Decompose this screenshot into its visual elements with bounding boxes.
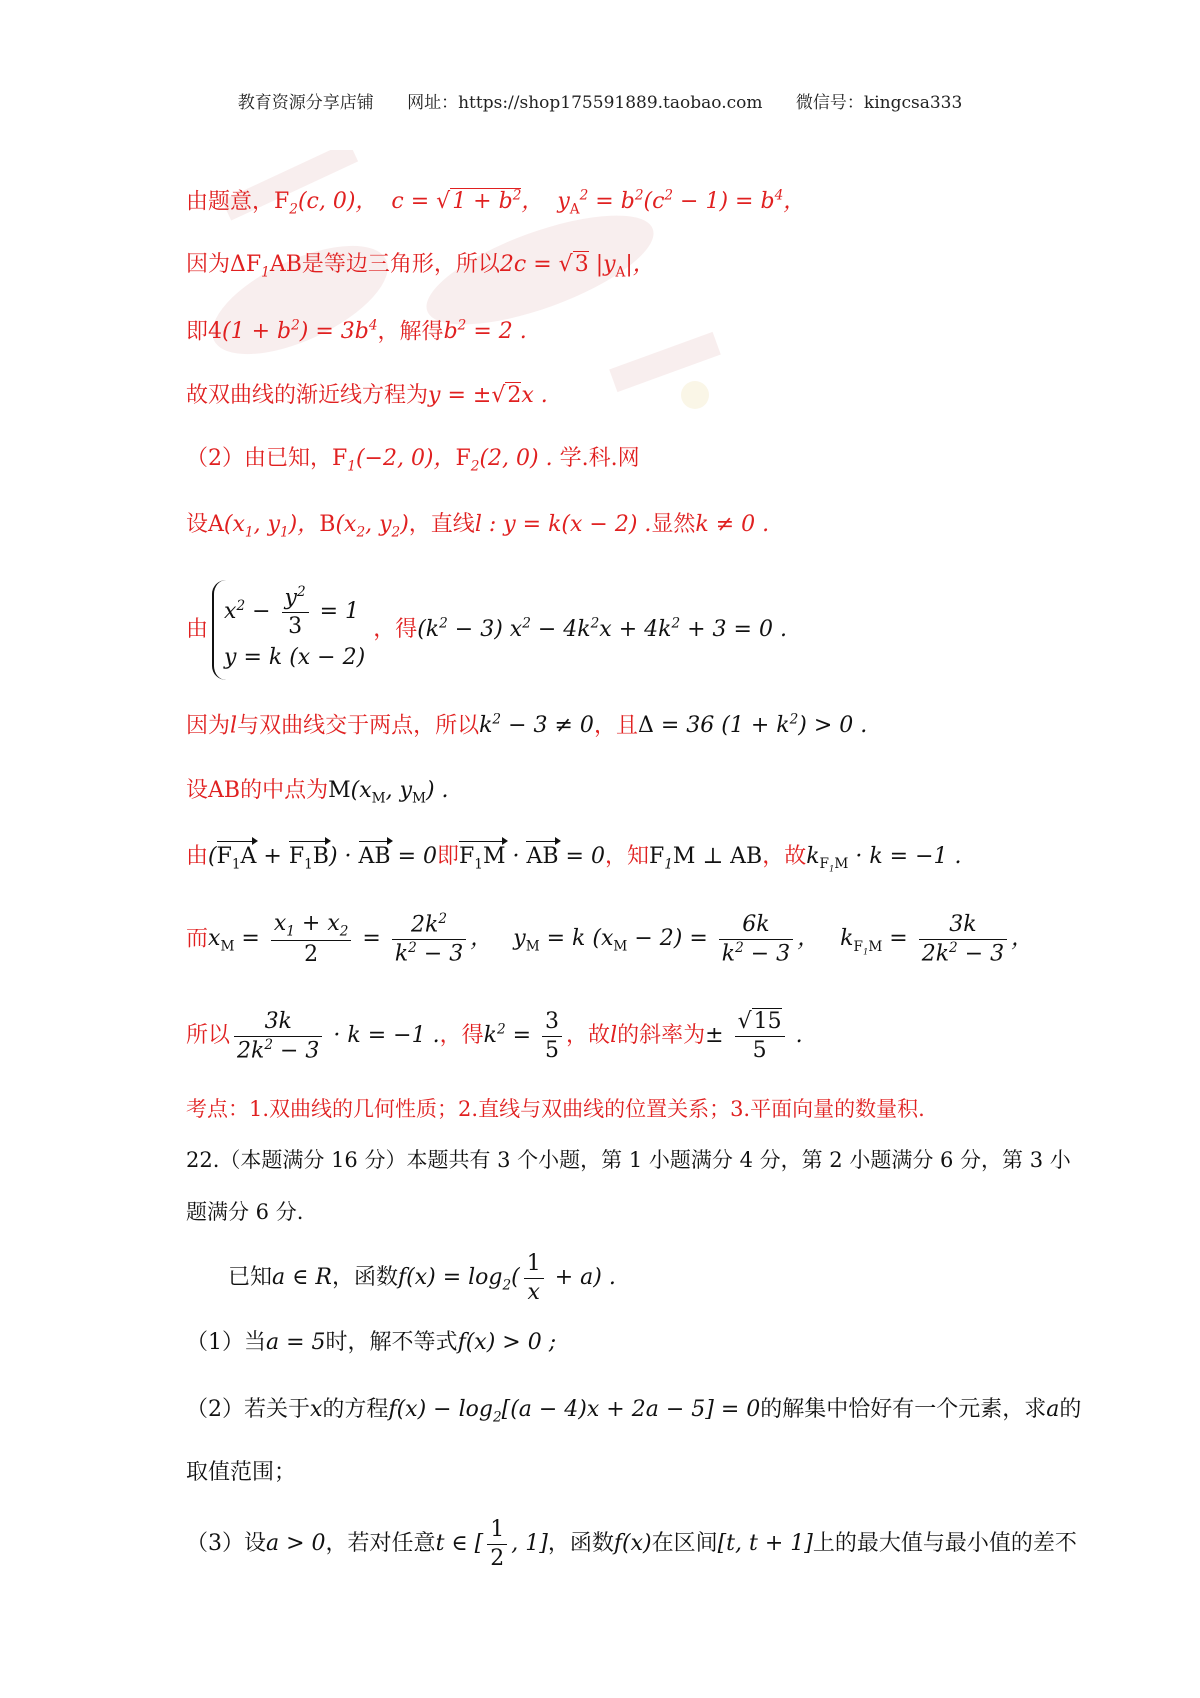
source-mark: 学.科.网 (559, 446, 640, 471)
solution-line-4: 故双曲线的渐近线方程为y = ±√2x . (186, 383, 548, 408)
solution-line-1: 由题意，$F_2(c$, 0)， $c = √1 + b^2$， $y_A^2 = b^2(c^2 - 1) = b^4$， (186, 188, 806, 218)
header-shop: 教育资源分享店铺 (237, 93, 374, 113)
problem-22-intro-2: 题满分 6 分. (186, 1200, 304, 1224)
problem-22-q2-cont: 取值范围； (186, 1460, 297, 1485)
solution-line-8: 因为l与双曲线交于两点，所以$k^2 - 3 \ne 0$，且Δ = 36 $(1 + k^2) > 0$ . (186, 712, 868, 739)
solution-line-10: 由$(F_1A + F_1B)$ · AB = 0即$F_1M$ · AB = 0，知$F_1M$ ⊥ AB，故$k_{F_1M} \cdot k = -1$ . (186, 844, 962, 875)
header-url: 网址：https://shop175591889.taobao.com (407, 93, 763, 113)
solution-line-12: 所以 $\frac{3k}{2k^2 - 3}$ · k = −1 .，得$k^2$ = $\frac{3}{5}$ ，故l的斜率为± $\frac{√15}{5}$ . (186, 1009, 803, 1063)
page-header (0, 88, 1200, 113)
solution-line-11: 而$x_M$ = $\frac{x_1 + x_2}{2}$ = $\frac{2k^2}{k^2 - 3}$ ， $y_M = k$ $(x_M - 2)$ = $\frac{6k}{k^2 - 3}$ ， $k_{F_1M}$ = $\frac{3k}{2k^2 - 3}$ ， (186, 911, 1034, 968)
solution-line-3: 即$4(1 + b^2) = 3b^4$，解得$b^2 = 2$ . (186, 318, 527, 345)
solution-line-7: 由 $x^2$ − $\frac{y^2}{3}$ = 1 y = k (x − 2) ，得$(k^2 - 3) x^2 - 4k^2x + 4k^2 + 3 = 0$ . (186, 580, 787, 680)
problem-22-q1: （1）当a = 5时，解不等式f(x) > 0 ; (186, 1330, 557, 1355)
key-points: 考点：1.双曲线的几何性质；2.直线与双曲线的位置关系；3.平面向量的数量积. (186, 1097, 925, 1121)
problem-22-q2: （2）若关于x的方程$f(x) - \log_2[(a - 4)x + 2a - 5] = 0$的解集中恰好有一个元素，求a的 (186, 1397, 1082, 1426)
solution-line-9: 设AB的中点为$M(x_M$, $y_M$) . (186, 778, 449, 807)
problem-22-given: 已知a ∈ R，函数$f(x) = \log_2$( $\frac{1}{x}$ + a) . (228, 1251, 616, 1305)
solution-line-6: 设$A(x_1$, $y_1$)，$B(x_2$, $y_2$)，直线l : y = k(x − 2) .显然k ≠ 0 . (186, 512, 770, 541)
problem-22-q3: （3）设a > 0，若对任意t ∈ [ $\frac{1}{2}$ , 1]，函数f(x)在区间[t, t + 1]上的最大值与最小值的差不 (186, 1517, 1077, 1571)
header-wechat: 微信号：kingcsa333 (795, 93, 963, 113)
equation-system: $x^2$ − $\frac{y^2}{3}$ = 1 y = k (x − 2) (212, 580, 365, 680)
solution-line-2: 因为$\Delta F_1AB$是等边三角形，所以2c = √3 $|y_A|$， (186, 252, 655, 281)
solution-line-5: （2）由已知，$F_1(-2$, 0)，$F_2(2$, 0) . 学.科.网 (186, 446, 640, 475)
problem-22-intro-1: 22.（本题满分 16 分）本题共有 3 个小题，第 1 小题满分 4 分，第 2 小题满分 6 分，第 3 小 (186, 1148, 1071, 1172)
